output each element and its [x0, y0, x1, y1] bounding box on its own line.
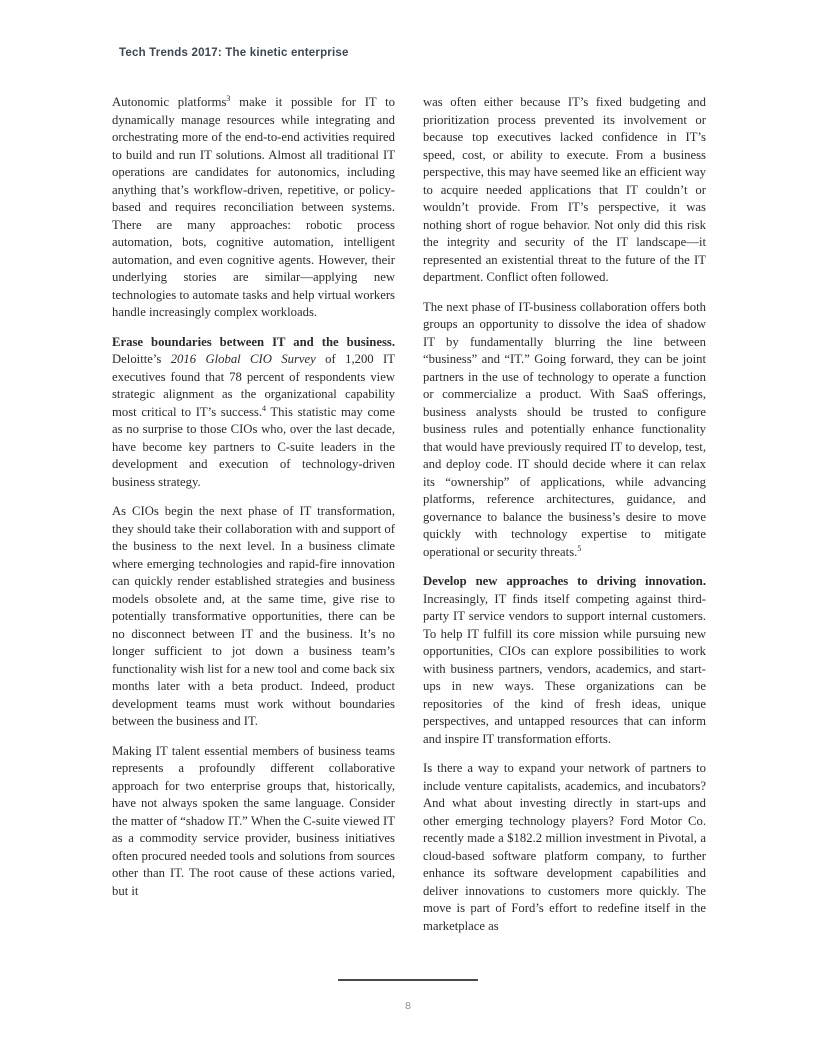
text-run: The next phase of IT-business collaboration offers both groups an opportunity to dissolve the idea of shadow IT by fundamentally blurring the line between “business” and “IT.” Going forward, they can be joint partners in the use of technology to operate a function or commercialize a product. With SaaS offerings, business analysts should be trusted to configure business rules and potentially enhance functionality that would have previously required IT to develop, test, and deploy code. IT should decide where it can relax its “ownership” of applications, while advancing platforms, reference architectures, guidance, and governance to balance the business’s desire to move quickly with technology expertise to mitigate operational or security threats.	[423, 299, 706, 559]
paragraph	[423, 760, 706, 935]
page-number: 8	[405, 1000, 411, 1012]
paragraph	[112, 334, 395, 492]
paragraph	[423, 573, 706, 748]
text-run: Erase boundaries between IT and the business.	[112, 334, 395, 349]
text-run: 2016 Global CIO Survey	[170, 352, 316, 366]
footnote-divider	[338, 979, 478, 981]
footnote-marker: 5	[577, 543, 582, 553]
text-run: As CIOs begin the next phase of IT transformation, they should take their collaboration with and support of the business to the next level. In a business climate where emerging technologies and rapid-fire innovation can quickly render established strategies and business models obsolete and, at the same time, give rise to potentially transformative opportunities, there can be no disconnect between IT and the business. It’s no longer sufficient to jot down a business team’s functionality wish list for a new tool and come back six months later with a beta product. Indeed, product development teams must work without boundaries between the business and IT.	[112, 504, 395, 728]
text-run: Deloitte’s	[112, 352, 171, 366]
text-run: Increasingly, IT finds itself competing against third-party IT service vendors to support internal customers. To help IT fulfill its core mission while pursuing new opportunities, CIOs can explore possibilities to work with business partners, vendors, academics, and start-ups in new ways. These organizations can be repositories of the kind of fresh ideas, unique perspectives, and untapped resources that can inform and inspire IT transformation efforts.	[423, 591, 706, 746]
text-column-right	[423, 94, 706, 935]
page-header-title: Tech Trends 2017: The kinetic enterprise	[119, 47, 349, 59]
text-run: Making IT talent essential members of business teams represents a profoundly different collaborative approach for two enterprise groups that, historically, have not always spoken the same language. Consider the matter of “shadow IT.” When the C-suite viewed IT as a commodity service provider, business initiatives often procured needed tools and solutions from sources other than IT. The root cause of these actions varied, but it	[112, 743, 395, 898]
text-run: Develop new approaches to driving innovation.	[423, 574, 706, 588]
text-run: was often either because IT’s fixed budgeting and prioritization process prevented its involvement or because top executives lacked confidence in IT’s speed, cost, or ability to execute. From a business perspective, this may have seemed like an efficient way to acquire needed applications that IT couldn’t or wouldn’t provide. From IT’s perspective, it was nothing short of rogue behavior. Not only did this risk the integrity and security of the IT landscape—it represented an existential threat to the future of the IT department. Conflict often followed.	[423, 95, 706, 284]
body-text	[112, 94, 706, 935]
text-run: Autonomic platforms	[112, 95, 227, 109]
paragraph	[423, 94, 706, 287]
footnote-marker: 3	[226, 93, 231, 103]
footnote-marker: 4	[262, 403, 266, 413]
text-run: This statistic may come as no surprise to those CIOs who, over the last decade, have become key partners to C-suite leaders in the development and execution of technology-driven business strategy.	[112, 404, 395, 489]
text-run: make it possible for IT to dynamically manage resources while integrating and orchestrating more of the end-to-end activities required to build and run IT solutions. Almost all traditional IT operations are candidates for autonomics, including anything that’s workflow-driven, repetitive, or policy-based and requires reconciliation between systems. There are many approaches: robotic process automation, bots, cognitive automation, intelligent automation, and even cognitive agents. However, their underlying stories are similar—applying new technologies to automate tasks and help virtual workers handle increasingly complex workloads.	[112, 95, 395, 319]
paragraph	[112, 503, 395, 731]
text-run: of 1,200 IT executives found that 78 percent of respondents view strategic alignment as the organizational capability most critical to IT’s success.	[112, 352, 395, 419]
text-column-left	[112, 94, 395, 935]
paragraph	[423, 299, 706, 562]
text-run: Is there a way to expand your network of partners to include venture capitalists, academics, and incubators? And what about investing directly in start-ups and other emerging technology players? Ford Motor Co. recently made a $182.2 million investment in Pivotal, a cloud-based software platform company, to further enhance its software development capabilities and deliver innovations to customers more quickly. The move is part of Ford’s effort to redefine itself in the marketplace as	[423, 761, 706, 933]
paragraph	[112, 743, 395, 901]
paragraph	[112, 94, 395, 322]
